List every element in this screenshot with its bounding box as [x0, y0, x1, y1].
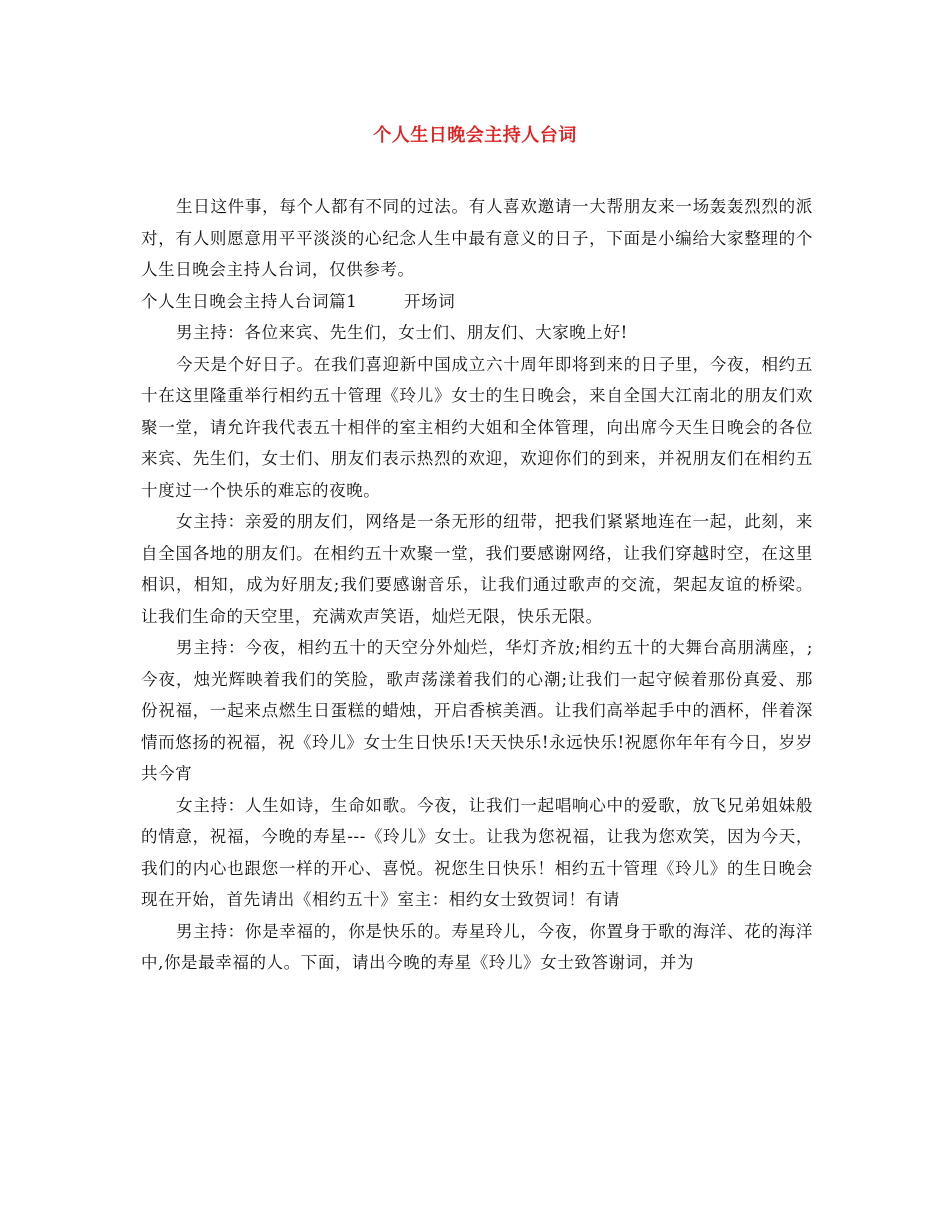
intro-paragraph: 生日这件事，每个人都有不同的过法。有人喜欢邀请一大帮朋友来一场轰轰烈烈的派对，有人则愿意用平平淡淡的心纪念人生中最有意义的日子，下面是小编给大家整理的个人生日晚会主持人台词，仅供参考。: [141, 197, 813, 279]
body-paragraph: 女主持：人生如诗，生命如歌。今夜，让我们一起唱响心中的爱歌，放飞兄弟姐妹般的情意，祝福，今晚的寿星---《玲儿》女士。让我为您祝福，让我为您欢笑，因为今天，我们的内心也跟您一样的开心、喜悦。祝您生日快乐！相约五十管理《玲儿》的生日晚会现在开始，首先请出《相约五十》室主：相约女士致贺词！有请: [141, 795, 813, 909]
section-heading: 个人生日晚会主持人台词篇1 开场词: [141, 291, 456, 311]
body-paragraph: 男主持：各位来宾、先生们，女士们、朋友们、大家晚上好!: [176, 323, 628, 342]
body-paragraph: 女主持：亲爱的朋友们，网络是一条无形的纽带，把我们紧紧地连在一起，此刻，来自全国各地的朋友们。在相约五十欢聚一堂，我们要感谢网络，让我们穿越时空，在这里相识，相知，成为好朋友;我们要感谢音乐，让我们通过歌声的交流，架起友谊的桥梁。让我们生命的天空里，充满欢声笑语，灿烂无限，快乐无限。: [141, 512, 813, 626]
body-paragraph: 男主持：今夜，相约五十的天空分外灿烂，华灯齐放;相约五十的大舞台高朋满座，;今夜，烛光辉映着我们的笑脸，歌声荡漾着我们的心潮;让我们一起守候着那份真爱、那份祝福，一起来点燃生日蛋糕的蜡烛，开启香槟美酒。让我们高举起手中的酒杯，伴着深情而悠扬的祝福，祝《玲儿》女士生日快乐!天天快乐!永远快乐!祝愿你年年有今日，岁岁共今宵: [141, 638, 813, 783]
document-body: [141, 191, 813, 979]
body-paragraph: 男主持：你是幸福的，你是快乐的。寿星玲儿，今夜，你置身于歌的海洋、花的海洋中,你是最幸福的人。下面，请出今晚的寿星《玲儿》女士致答谢词，并为: [141, 921, 813, 972]
document-title: 个人生日晚会主持人台词: [373, 125, 577, 146]
body-paragraph: 今天是个好日子。在我们喜迎新中国成立六十周年即将到来的日子里，今夜，相约五十在这里隆重举行相约五十管理《玲儿》女士的生日晚会，来自全国大江南北的朋友们欢聚一堂，请允许我代表五十相伴的室主相约大姐和全体管理，向出席今天生日晚会的各位来宾、先生们，女士们、朋友们表示热烈的欢迎，欢迎你们的到来，并祝朋友们在相约五十度过一个快乐的难忘的夜晚。: [141, 354, 813, 500]
